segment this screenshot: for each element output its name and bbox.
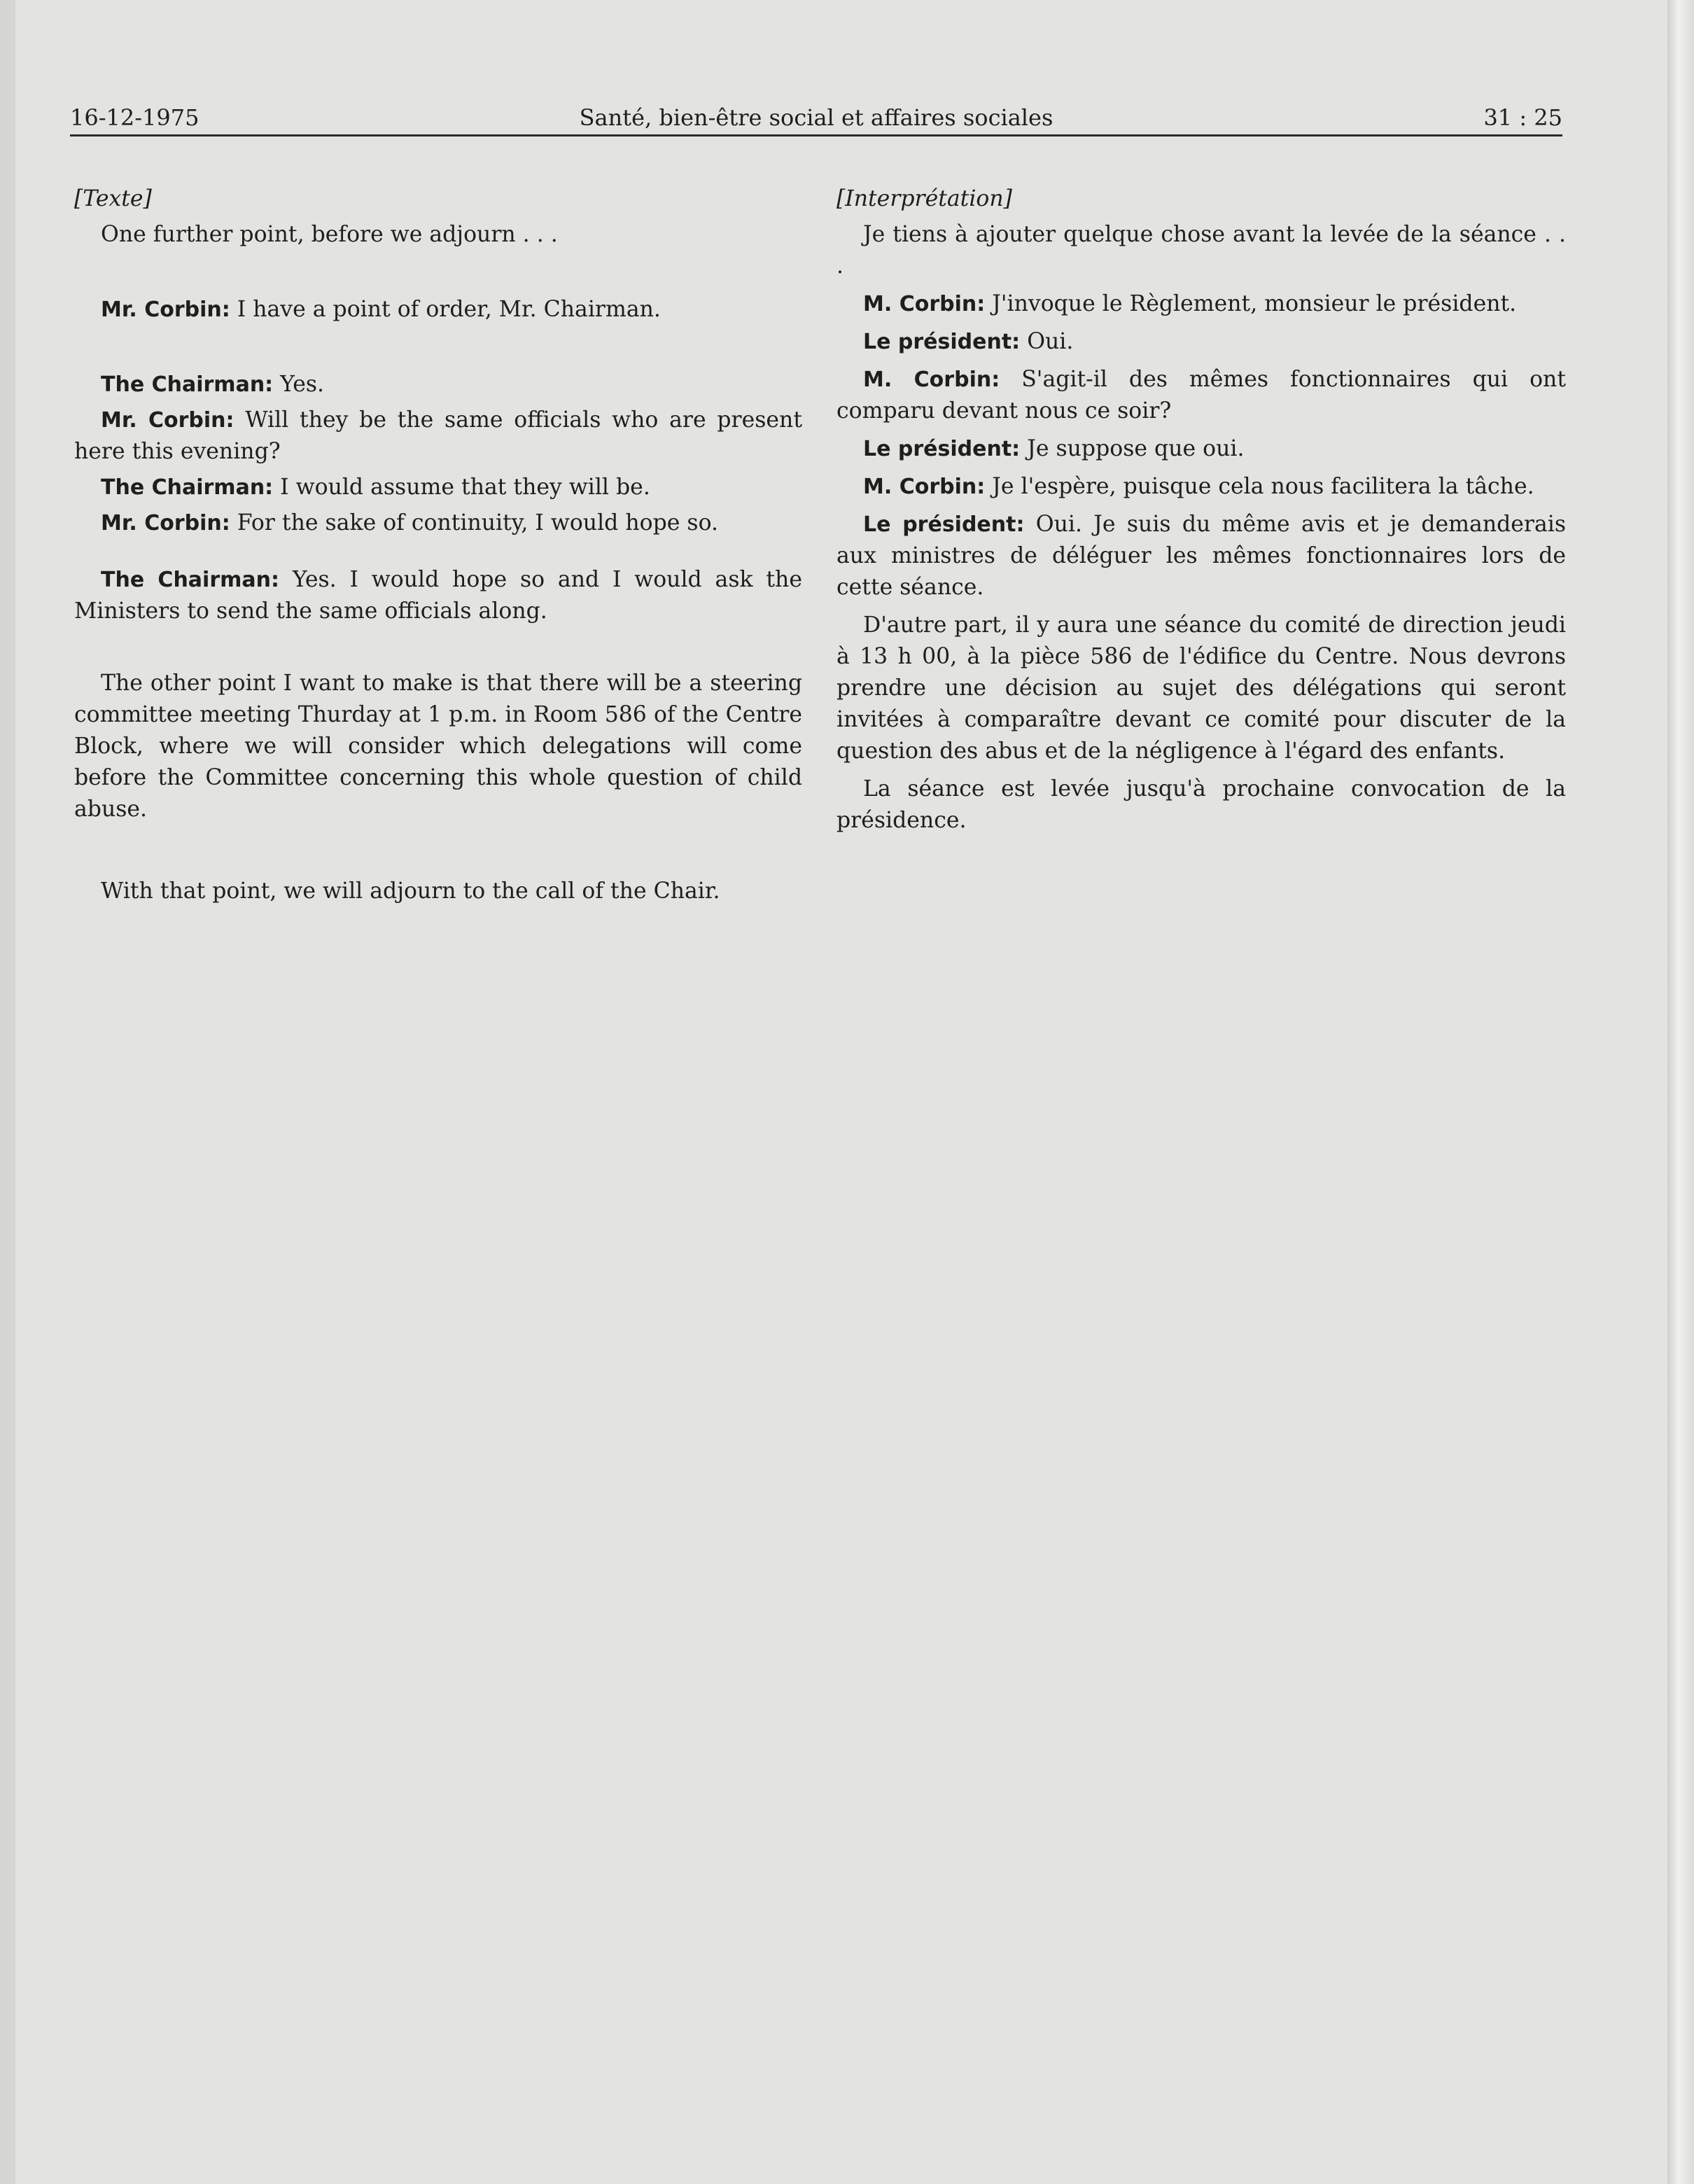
speaker-name: Le président: [863, 512, 1025, 537]
french-column [836, 183, 1566, 836]
paragraph: Mr. Corbin: Will they be the same officials who are present here this evening? [74, 407, 802, 464]
speaker-name: M. Corbin: [863, 292, 986, 316]
paragraph: M. Corbin: Je l'espère, puisque cela nous facilitera la tâche. [863, 474, 1534, 499]
speaker-name: Mr. Corbin: [101, 298, 230, 322]
paragraph: The Chairman: I would assume that they will be. [101, 475, 650, 500]
speaker-name: Le président: [863, 330, 1021, 354]
speaker-name: Mr. Corbin: [101, 408, 234, 433]
paragraph: D'autre part, il y aura une séance du comité de direction jeudi à 13 h 00, à la pièce 586 de l'édifice du Centre. Nous devrons prendre une décision au sujet des délégations qui seront invitées à comparaître devant ce comité pour discuter de la question des abus et de la négligence à l'égard des enfants. [836, 612, 1566, 764]
header-date: 16-12-1975 [70, 104, 200, 131]
speaker-name: The Chairman: [101, 372, 274, 397]
paragraph: With that point, we will adjourn to the call of the Chair. [101, 878, 720, 904]
paragraph: Mr. Corbin: For the sake of continuity, I would hope so. [101, 510, 719, 536]
running-header [70, 104, 1562, 136]
paragraph: One further point, before we adjourn . . . [101, 222, 558, 247]
header-page-number: 31 : 25 [1483, 104, 1562, 131]
paragraph: Mr. Corbin: I have a point of order, Mr. Chairman. [101, 297, 661, 322]
paragraph: M. Corbin: J'invoque le Règlement, monsieur le président. [863, 291, 1517, 316]
paragraph: The Chairman: Yes. [101, 372, 325, 397]
paragraph: The Chairman: Yes. I would hope so and I would ask the Ministers to send the same officials along. [74, 567, 802, 624]
speaker-name: The Chairman: [101, 568, 279, 592]
paragraph: La séance est levée jusqu'à prochaine convocation de la présidence. [836, 776, 1566, 833]
paragraph: Le président: Je suppose que oui. [863, 436, 1245, 461]
speaker-name: The Chairman: [101, 475, 274, 500]
speaker-name: M. Corbin: [863, 368, 1000, 392]
header-title: Santé, bien-être social et affaires sociales [579, 104, 1054, 131]
speaker-name: Mr. Corbin: [101, 511, 230, 536]
page-edge [1667, 0, 1694, 2184]
column-label-texte: [Texte] [74, 186, 152, 211]
english-column [74, 183, 802, 907]
paragraph: Le président: Oui. [863, 329, 1074, 354]
paragraph: M. Corbin: S'agit-il des mêmes fonctionnaires qui ont comparu devant nous ce soir? [836, 367, 1566, 424]
paragraph: Je tiens à ajouter quelque chose avant la levée de la séance . . . [836, 222, 1566, 279]
paragraph: Le président: Oui. Je suis du même avis et je demanderais aux ministres de déléguer les mêmes fonctionnaires lors de cette séance. [836, 512, 1567, 600]
column-label-interpretation: [Interprétation] [836, 186, 1012, 211]
speaker-name: Le président: [863, 437, 1021, 461]
paragraph: The other point I want to make is that there will be a steering committee meeting Thurday at 1 p.m. in Room 586 of the Centre Block, where we will consider which delegations will come before the Committee concerning this whole question of child abuse. [74, 671, 802, 822]
speaker-name: M. Corbin: [863, 475, 986, 499]
